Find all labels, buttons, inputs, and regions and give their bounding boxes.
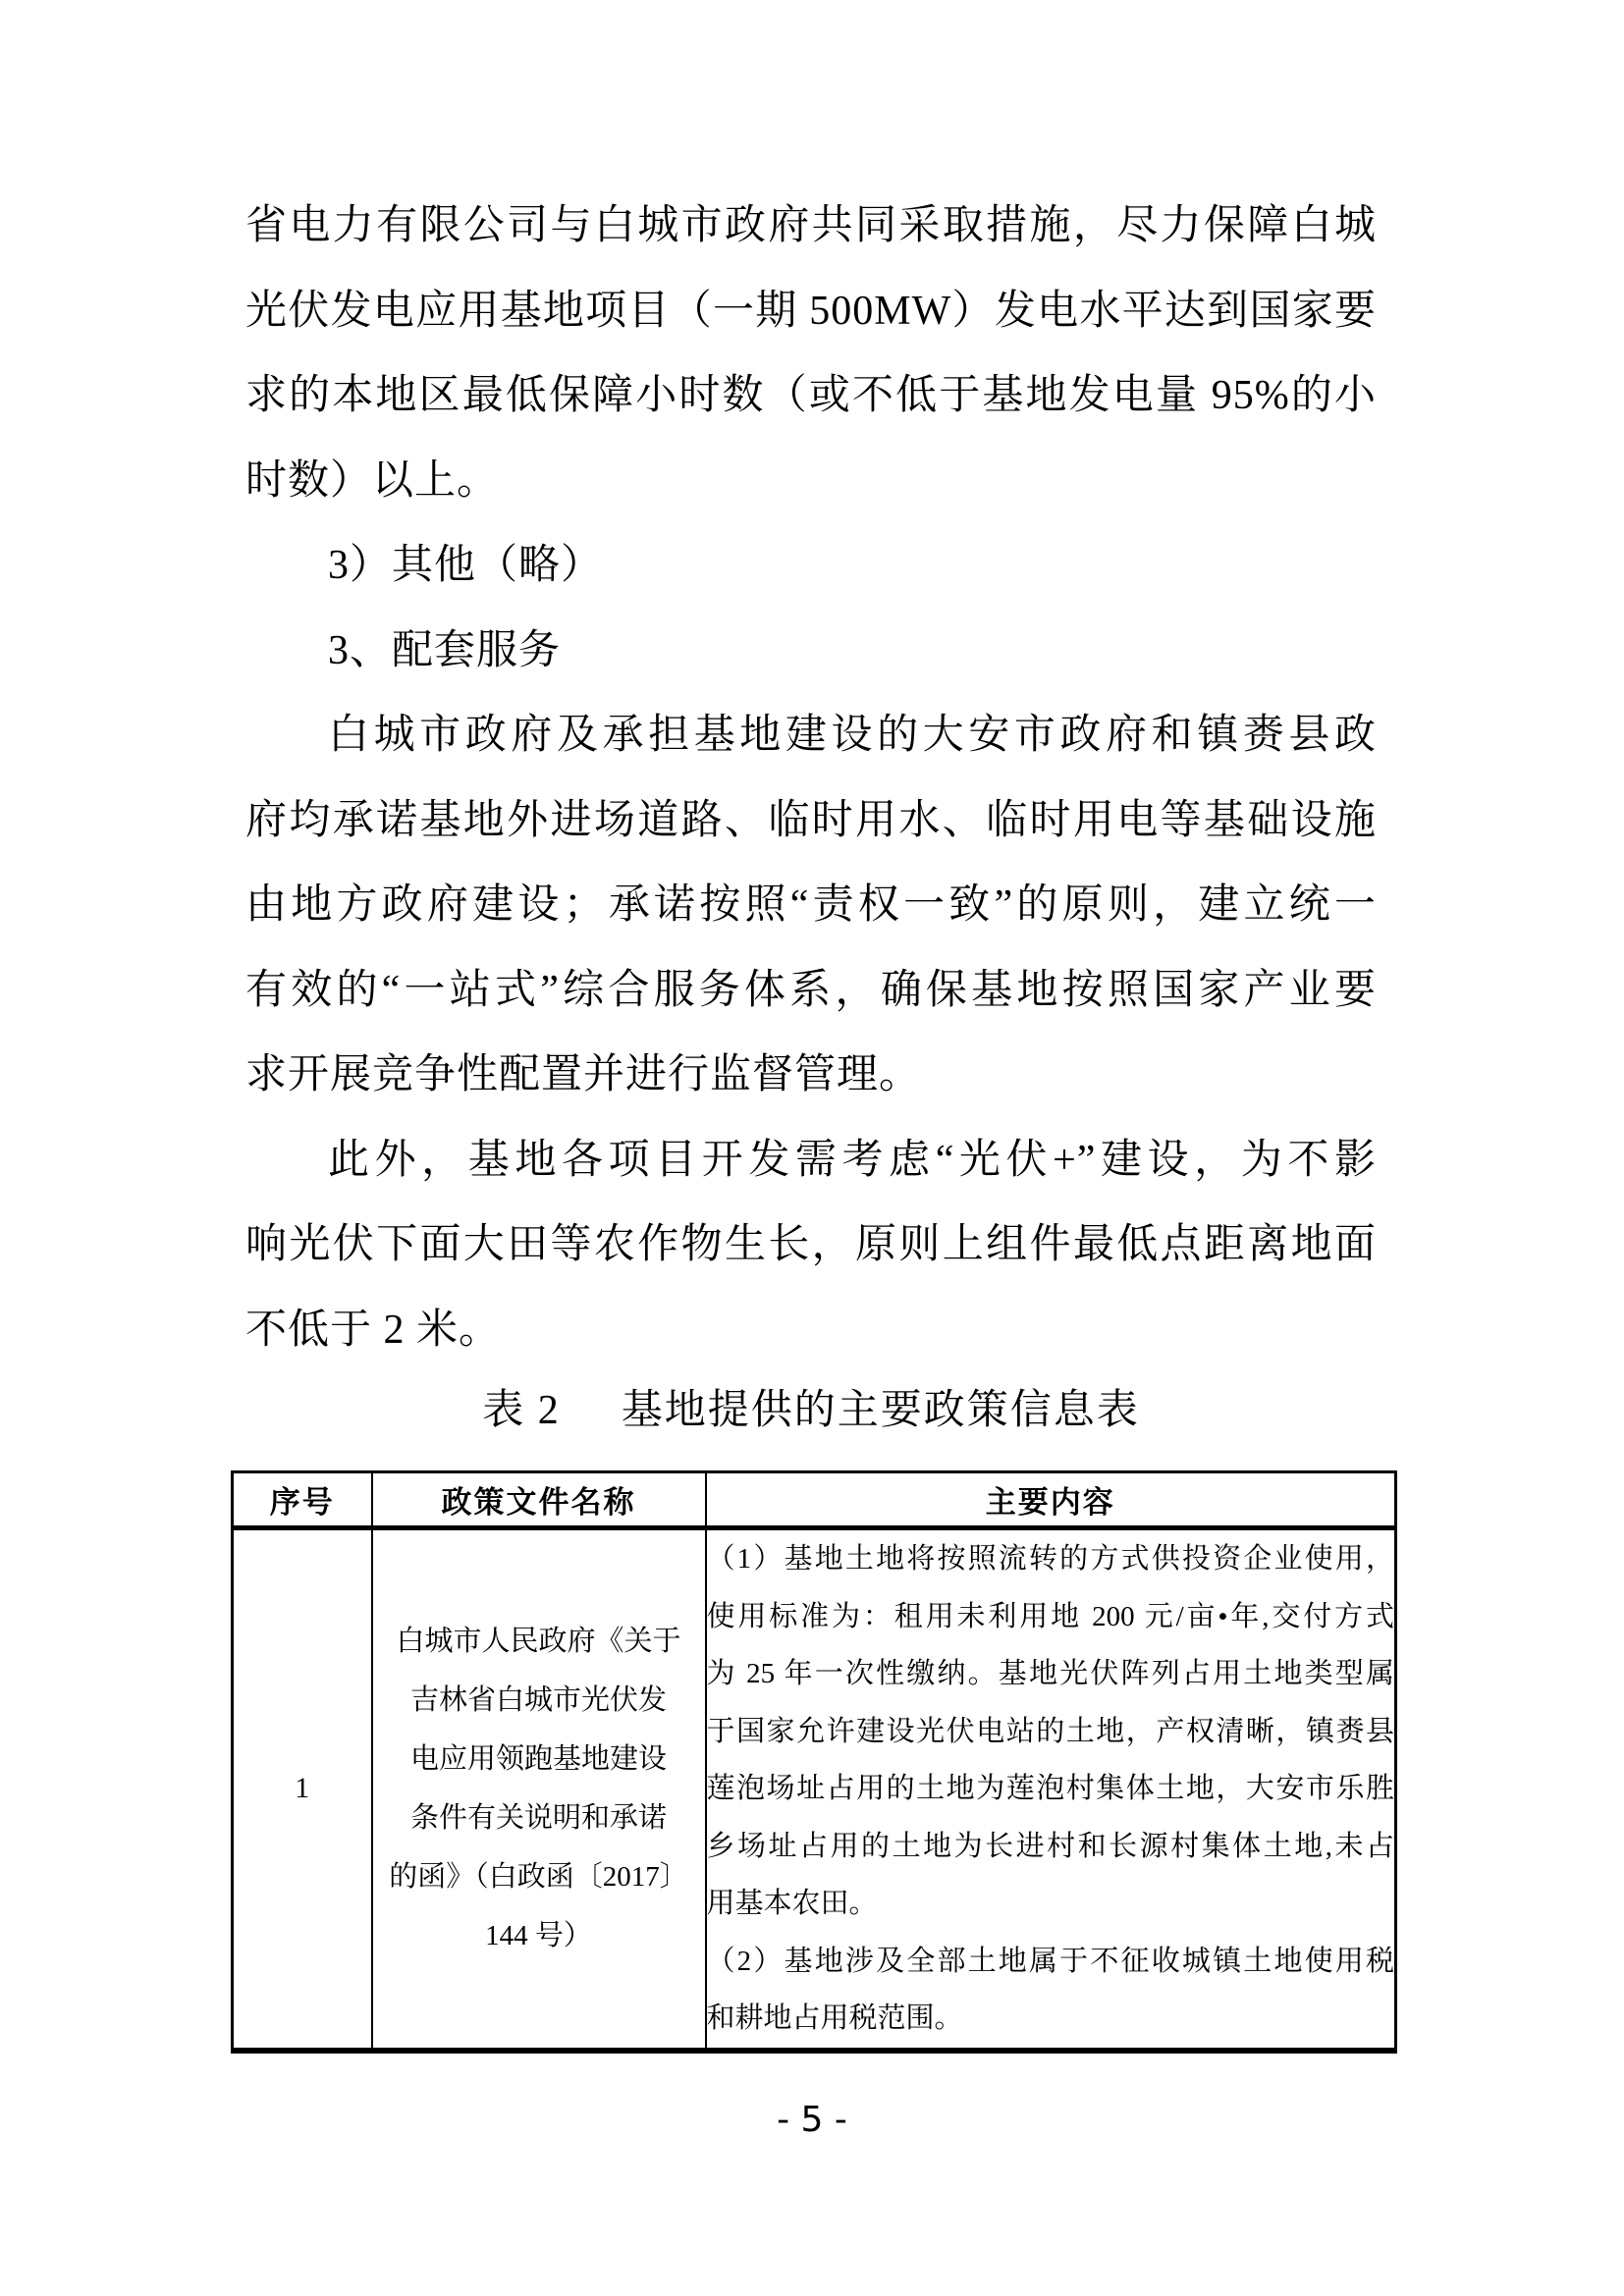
body-line: 响光伏下面大田等农作物生长，原则上组件最低点距离地面 xyxy=(245,1222,1377,1267)
table-caption-title: 基地提供的主要政策信息表 xyxy=(621,1388,1140,1433)
header-cell-serial-number: 序号 xyxy=(233,1472,372,1528)
policy-name-line: 白城市人民政府《关于 xyxy=(396,1626,681,1658)
main-content-cell xyxy=(706,1528,1396,2051)
body-line: 白城市政府及承担基地建设的大安市政府和镇赉县政 xyxy=(328,713,1377,758)
policy-name-line: 的函》（白政函〔2017〕 xyxy=(389,1861,688,1894)
main-content-line: 乡场址占用的土地为长进村和长源村集体土地,未占 xyxy=(706,1830,1394,1862)
table-row xyxy=(233,1528,1396,2051)
main-content-line: （1）基地土地将按照流转的方式供投资企业使用， xyxy=(706,1543,1394,1575)
serial-number-cell: 1 xyxy=(233,1528,372,2051)
table-header-row xyxy=(233,1472,1396,1528)
body-line: 光伏发电应用基地项目（一期 500MW）发电水平达到国家要 xyxy=(245,288,1377,334)
policy-name-line: 144 号） xyxy=(485,1920,592,1952)
main-content-line: （2）基地涉及全部土地属于不征收城镇土地使用税 xyxy=(706,1945,1394,1977)
body-line: 求的本地区最低保障小时数（或不低于基地发电量 95%的小 xyxy=(245,373,1377,418)
policy-info-table xyxy=(231,1470,1397,2054)
main-content-line: 于国家允许建设光伏电站的土地，产权清晰，镇赉县 xyxy=(706,1715,1394,1747)
table-caption-label: 表 2 xyxy=(482,1388,561,1433)
body-line: 府均承诺基地外进场道路、临时用水、临时用电等基础设施 xyxy=(245,797,1377,843)
body-line: 此外，基地各项目开发需考虑“光伏+”建设，为不影 xyxy=(328,1137,1377,1183)
body-line: 时数）以上。 xyxy=(245,457,500,504)
main-content-line: 用基本农田。 xyxy=(706,1888,878,1919)
body-text xyxy=(245,184,1377,1372)
main-content-line: 为 25 年一次性缴纳。基地光伏阵列占用土地类型属 xyxy=(706,1658,1394,1689)
main-content-line: 莲泡场址占用的土地为莲泡村集体土地，大安市乐胜 xyxy=(706,1773,1394,1804)
body-line: 有效的“一站式”综合服务体系，确保基地按照国家产业要 xyxy=(245,967,1377,1013)
policy-name-line: 条件有关说明和承诺 xyxy=(409,1802,667,1835)
policy-name-line: 电应用领跑基地建设 xyxy=(409,1743,667,1776)
body-line: 不低于 2 米。 xyxy=(245,1307,502,1353)
main-content-line: 和耕地占用税范围。 xyxy=(706,2002,963,2034)
header-cell-main-content: 主要内容 xyxy=(706,1472,1396,1528)
body-line-list-item: 3）其他（略） xyxy=(328,543,604,588)
header-cell-policy-name: 政策文件名称 xyxy=(372,1472,706,1528)
body-line: 省电力有限公司与白城市政府共同采取措施，尽力保障白城 xyxy=(245,203,1377,248)
body-line: 由地方政府建设；承诺按照“责权一致”的原则，建立统一 xyxy=(245,882,1377,928)
policy-name-cell xyxy=(372,1528,706,2051)
main-content-line: 使用标准为：租用未利用地 200 元/亩•年,交付方式 xyxy=(706,1600,1394,1632)
policy-name-line: 吉林省白城市光伏发 xyxy=(409,1684,667,1717)
body-line-section-heading: 3、配套服务 xyxy=(328,627,562,673)
page-number: - 5 - xyxy=(777,2100,847,2140)
table-caption xyxy=(245,1372,1377,1449)
body-line: 求开展竞争性配置并进行监督管理。 xyxy=(245,1052,922,1097)
